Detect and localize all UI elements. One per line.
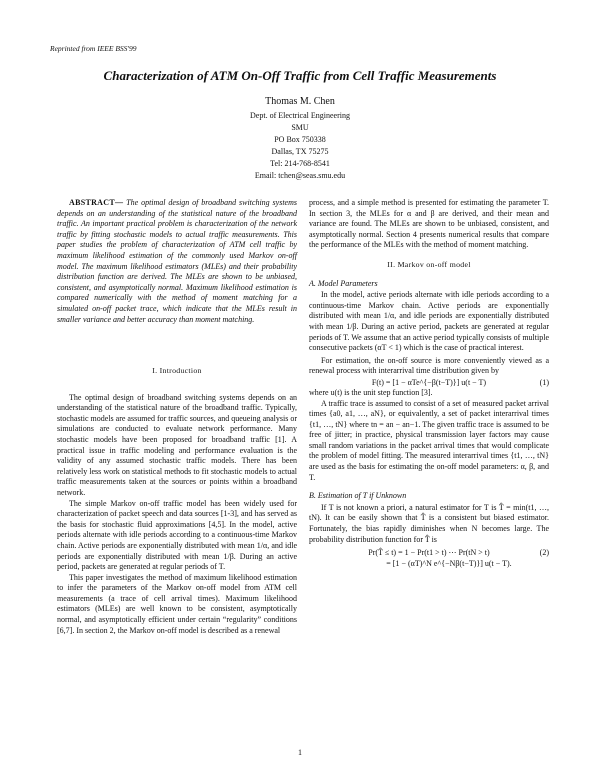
affiliation-line: Dallas, TX 75275: [271, 147, 329, 156]
intro-paragraph: The simple Markov on-off traffic model has been widely used for characterization of packet speech and data sources [1-3], and has served as the basis for stochastic fluid approximations [4,5]. In the model, active periods alternate with idle periods according to a continuous-time Markov chain. Active periods are exponentially distributed with mean 1/α, and idle periods are exponentially distributed with mean 1/β. During an active period, packets are generated at regular periods of T.: [57, 498, 297, 572]
equation-1-number: (1): [539, 377, 549, 387]
equation-2-line2: = [1 − (αT)^N e^{−Nβ(t−T)}] u(t − T).: [386, 559, 512, 569]
author-affiliation: [0, 110, 600, 182]
affiliation-line: Dept. of Electrical Engineering: [250, 111, 350, 120]
body-paragraph: If T is not known a priori, a natural estimator for T is T̂ = min(t1, …, tN). It can be easily shown that T̂ is a consistent but biased estimator. Fortunately, the bias rapidly diminishes when N becomes large. The probability distribution function for T̂ is: [309, 502, 549, 544]
body-paragraph: A traffic trace is assumed to consist of a set of measured packet arrival times {a0, a1, …, aN}, or equivalently, a set of packet interarrival times {t1, …, tN} where tn = an − an−1. The given traffic trace is assumed to be free of jitter; in practice, physical transmission layer factors may cause small random variations in the packet arrival times that would complicate the problem of model fitting. The measured interarrival times {t1, …, tN} are used as the basis for estimating the on-off model parameters: α, β, and T.: [309, 398, 549, 482]
affiliation-line: SMU: [291, 123, 309, 132]
right-column: [309, 198, 549, 569]
paper-title: Characterization of ATM On-Off Traffic from Cell Traffic Measurements: [103, 68, 497, 83]
section-heading-markov: II. Markov on-off model: [387, 259, 471, 269]
page-number: 1: [298, 748, 302, 757]
equation-2: [309, 547, 549, 569]
body-paragraph: process, and a simple method is presented for estimating the parameter T. In section 3, the MLEs for α and β are derived, and their mean and variance are found. The MLEs are shown to be unbiased, consistent, and asymptotically normal. Section 4 presents numerical results that compare the performance of the MLEs with the method of moment matching.: [309, 198, 549, 250]
equation-2-number: (2): [539, 548, 549, 558]
body-paragraph: In the model, active periods alternate with idle periods according to a continuous-time Markov chain. Active periods are exponentially distributed with mean 1/α, and idle periods are exponentially distributed with mean 1/β. During an active period, packets are generated at regular periods of T. We assume that an active period typically consists of multiple consecutive packets (αT < 1) which is the case of practical interest.: [309, 290, 549, 353]
intro-paragraph: The optimal design of broadband switching systems depends on an understanding of the statistical nature of the broadband traffic. Typically, stochastic models are assumed for traffic sources, and queueing analysis or simulations are conducted to evaluate network performance. Many stochastic models have been proposed for broadband traffic [1]. A practical issue in traffic modeling and performance evaluation is the validity of any assumed stochastic traffic models. There has been relatively less work on statistical methods to fit stochastic models to actual traffic measurements taken at the sources or points within a broadband network.: [57, 392, 297, 497]
author-name: Thomas M. Chen: [265, 96, 335, 107]
reprint-note: Reprinted from IEEE BSS'99: [50, 44, 137, 53]
body-paragraph: where u(t) is the unit step function [3].: [309, 387, 433, 397]
affiliation-line: PO Box 750338: [274, 135, 326, 144]
affiliation-line: Tel: 214-768-8541: [270, 159, 330, 168]
subsection-heading-model-parameters: A. Model Parameters: [309, 278, 378, 288]
equation-2-line1: Pr(T̂ ≤ t) = 1 − Pr(t1 > t) ⋯ Pr(tN > t): [368, 548, 490, 558]
section-heading-introduction: I. Introduction: [152, 366, 202, 375]
abstract-text: The optimal design of broadband switching systems depends on an understanding of the statistical nature of the broadband traffic. An important practical problem is characterization of the network traffic by fitting stochastic models to actual traffic measurements. This paper studies the problem of characterization of ATM cell traffic by maximum likelihood estimation of the commonly used Markov on-off model. The maximum likelihood estimators (MLEs) and their probability distribution function are derived. The MLEs are shown to be unbiased, consistent, and asymptotically normal. Maximum likelihood estimation is compared numerically with the method of moment matching for a simulated on-off packet trace, which indicate that the MLEs result in smaller variance and better accuracy than moment matching.: [57, 198, 297, 324]
body-paragraph: For estimation, the on-off source is more conveniently viewed as a renewal process with interarrival time distribution given by: [309, 355, 549, 376]
abstract: [57, 198, 297, 325]
equation-1-body: F(t) = [1 − αTe^{−β(t−T)}] u(t − T): [371, 377, 487, 387]
equation-1: [309, 377, 549, 388]
subsection-heading-estimation-t: B. Estimation of T if Unknown: [309, 491, 407, 501]
affiliation-email: Email: tchen@seas.smu.edu: [254, 171, 346, 180]
intro-paragraph: This paper investigates the method of maximum likelihood estimation to infer the parameters of the Markov on-off model from ATM cell measurements (a trace of cell arrival times). Maximum likelihood estimators (MLEs) are well known to be consistent, asymptotically normal, and asymptotically efficient under certain “regularity” conditions [6,7]. In section 2, the Markov on-off model is described as a renewal: [57, 572, 297, 635]
abstract-lead: ABSTRACT—: [69, 198, 124, 207]
introduction-section: [57, 366, 297, 636]
